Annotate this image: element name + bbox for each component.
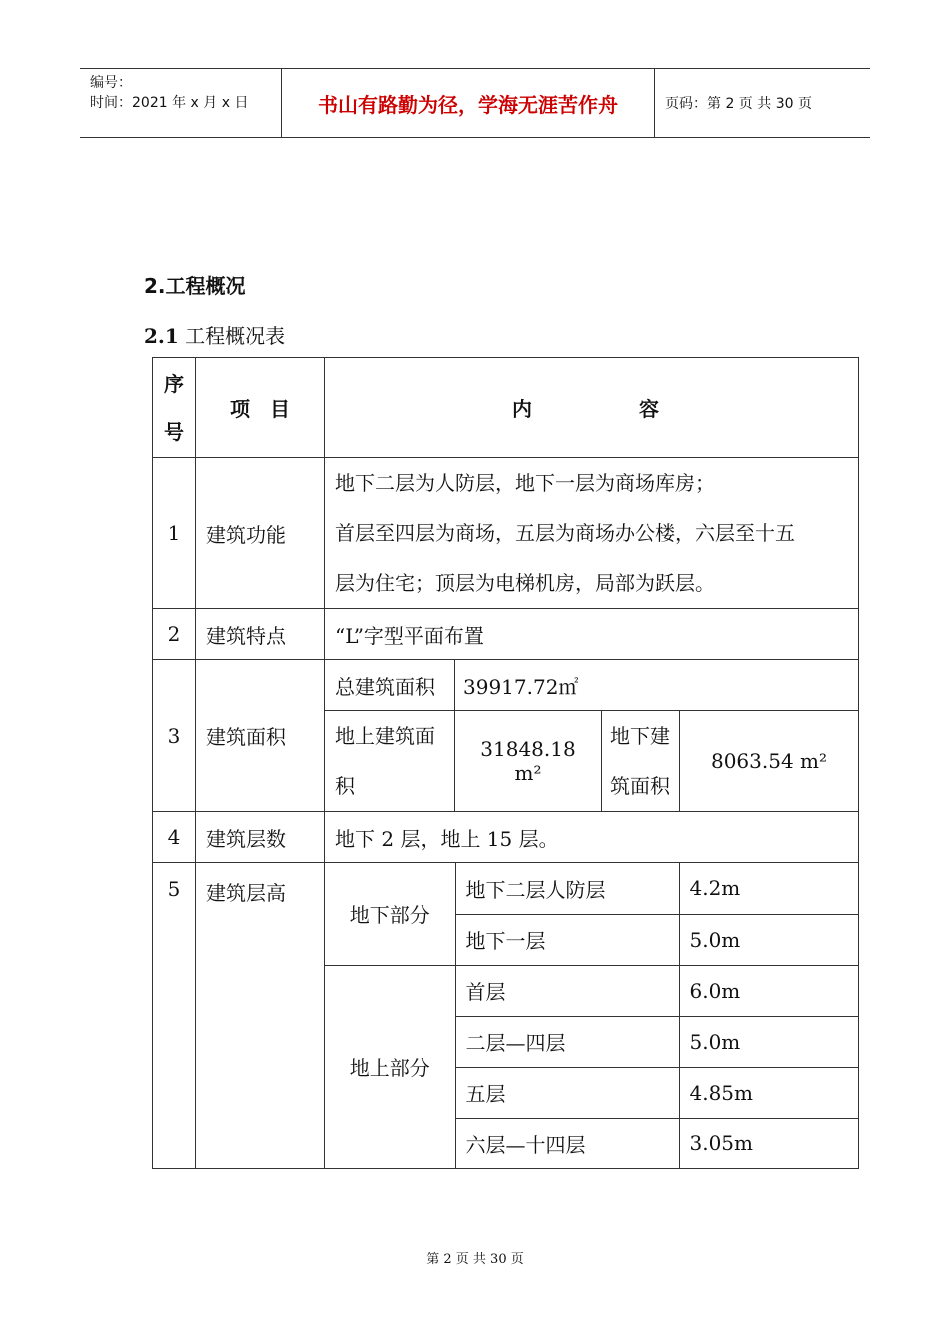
subsection-label: 工程概况表 — [178, 324, 286, 348]
header-item: 项 目 — [196, 358, 325, 458]
table-row — [153, 458, 859, 609]
row-item: 建筑面积 — [196, 660, 325, 812]
header-number-label: 编号： — [90, 75, 132, 91]
row-item: 建筑层高 — [196, 863, 325, 1169]
floor-name: 地下一层 — [455, 914, 679, 965]
row-content: “L”字型平面布置 — [325, 609, 859, 660]
floor-name: 地下二层人防层 — [455, 863, 679, 914]
header-meta — [80, 69, 282, 137]
above-area-label: 地上建筑面积 — [325, 711, 455, 812]
row-item: 建筑功能 — [196, 458, 325, 609]
table-row — [153, 609, 859, 660]
page-header — [80, 68, 870, 138]
table-row — [153, 660, 859, 711]
row-seq: 4 — [153, 812, 196, 863]
project-overview-table — [152, 357, 859, 1169]
header-time-label: 时间：2021 年 x 月 x 日 — [90, 95, 249, 111]
floor-row — [325, 965, 858, 1016]
floor-name: 六层—十四层 — [455, 1118, 679, 1168]
header-motto-cell — [282, 69, 655, 137]
floor-row — [325, 863, 858, 914]
row-item: 建筑特点 — [196, 609, 325, 660]
header-page-code: 页码：第 2 页 共 30 页 — [665, 96, 812, 112]
subsection-title — [144, 320, 285, 349]
row-seq: 3 — [153, 660, 196, 812]
header-content: 内 容 — [325, 358, 859, 458]
total-area-value: 39917.72㎡ — [455, 660, 859, 711]
floor-name: 首层 — [455, 965, 679, 1016]
row-item: 建筑层数 — [196, 812, 325, 863]
row-seq: 5 — [153, 863, 196, 1169]
group-below: 地下部分 — [325, 863, 455, 965]
table-row — [153, 812, 859, 863]
floor-height: 5.0m — [679, 914, 858, 965]
floor-height: 4.85m — [679, 1067, 858, 1118]
above-area-value: 31848.18 m² — [455, 711, 602, 812]
header-seq: 序 号 — [153, 358, 196, 458]
row-seq: 2 — [153, 609, 196, 660]
floor-height: 6.0m — [679, 965, 858, 1016]
row-content: 地下 2 层，地上 15 层。 — [325, 812, 859, 863]
floor-height: 3.05m — [679, 1118, 858, 1168]
floor-name: 五层 — [455, 1067, 679, 1118]
total-area-label: 总建筑面积 — [325, 660, 455, 711]
row-seq: 1 — [153, 458, 196, 609]
below-area-label: 地下建筑面积 — [602, 711, 680, 812]
floor-height-cell — [325, 863, 859, 1169]
below-area-value: 8063.54 m² — [680, 711, 859, 812]
group-above: 地上部分 — [325, 965, 455, 1168]
subsection-number: 2.1 — [144, 324, 179, 348]
header-motto: 书山有路勤为径，学海无涯苦作舟 — [318, 92, 618, 117]
section-title: 2.工程概况 — [144, 274, 246, 298]
floor-height: 5.0m — [679, 1016, 858, 1067]
page-footer: 第 2 页 共 30 页 — [426, 1252, 524, 1267]
floor-height: 4.2m — [679, 863, 858, 914]
floor-name: 二层—四层 — [455, 1016, 679, 1067]
row-content: 地下二层为人防层，地下一层为商场库房； 首层至四层为商场，五层为商场办公楼，六层至十五 层为住宅；顶层为电梯机房，局部为跃层。 — [325, 458, 859, 609]
floor-height-table — [325, 863, 858, 1168]
table-row — [153, 863, 859, 1169]
table-header-row — [153, 358, 859, 458]
